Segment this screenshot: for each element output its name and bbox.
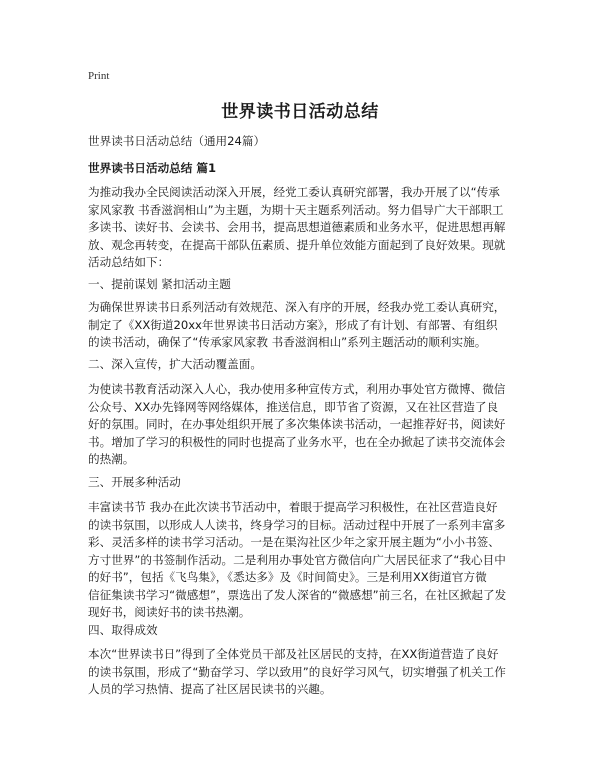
intro-paragraph [88, 184, 520, 272]
paragraph-publicity [88, 381, 520, 469]
paragraph-line: 的热潮。 [88, 452, 135, 466]
document-title: 世界读书日活动总结 [221, 102, 379, 122]
paragraph-line: 好的氛围。同时，在办事处组织开展了多次集体读书活动，一起推荐好书，阅读好 [88, 417, 506, 431]
paragraph-line: 的读书氛围，以形成人人读书，终身学习的目标。活动过程中开展了一系列丰富多 [88, 517, 506, 532]
paragraph-line: 公众号、XX办先锋网等网络媒体，推送信息，即节省了资源，又在社区营造了良 [88, 399, 499, 414]
paragraph-line: 现好书，阅读好书的读书热潮。 [88, 605, 251, 619]
paragraph-line: 丰富读书节 我办在此次读书节活动中，着眼于提高学习积极性，在社区营造良好 [88, 500, 498, 514]
paragraph-line: 家风家教 书香滋润相山”为主题，为期十天主题系列活动。努力倡导广大干部职工 [88, 202, 504, 217]
paragraph-line: 为确保世界读书日系列活动有效规范、深入有序的开展，经我办党工委认真研究， [88, 300, 506, 314]
heading-publicity: 二、深入宣传，扩大活动覆盖面。 [88, 357, 262, 371]
paragraph-line: 为使读书教育活动深入人心，我办使用多种宣传方式，利用办事处官方微博、微信 [88, 382, 506, 396]
paragraph-line: 制定了《XX街道20xx年世界读书日活动方案》，形成了有计划、有部署、有组织 [88, 317, 498, 332]
paragraph-activities [88, 499, 520, 622]
paragraph-line: 彩、灵活多样的读书学习活动。一是在渠沟社区少年之家开展主题为“小小书签、 [88, 535, 500, 549]
paragraph-line: 人员的学习热情、提高了社区居民读书的兴趣。 [88, 682, 332, 696]
paragraph-line: 信征集读书学习“微感想”，票选出了发人深省的“微感想”前三名，在社区掀起了发 [88, 587, 507, 602]
paragraph-line: 本次“世界读书日”得到了全体党员干部及社区居民的支持，在XX街道营造了良好 [88, 647, 499, 661]
paragraph-line: 活动总结如下： [88, 255, 170, 269]
heading-activities: 三、开展多种活动 [88, 475, 181, 489]
paragraph-line: 的好书”，包括《飞鸟集》，《悉达多》及《时间简史》。三是利用XX街道官方微 [88, 570, 487, 584]
paragraph-line: 的读书活动，确保了“传承家风家教 书香滋润相山”系列主题活动的顺利实施。 [88, 335, 487, 349]
paragraph-planning [88, 299, 520, 352]
paragraph-line: 书。增加了学习的积极性的同时也提高了业务水平，也在全办掀起了读书交流体会 [88, 434, 506, 449]
paragraph-line: 的读书氛围，形成了“勤奋学习、学以致用”的良好学习风气，切实增强了机关工作 [88, 664, 506, 679]
paragraph-line: 多读书、读好书、会读书、会用书，提高思想道德素质和业务水平，促进思想再解 [88, 220, 506, 234]
paragraph-results [88, 646, 520, 699]
print-link[interactable]: Print [88, 70, 110, 82]
paragraph-line: 为推动我办全民阅读活动深入开展，经党工委认真研究部署，我办开展了以“传承 [88, 185, 500, 199]
paragraph-line: 放、观念再转变，在提高干部队伍素质、提升单位效能方面起到了良好效果。现就 [88, 237, 506, 252]
document-subtitle: 世界读书日活动总结（通用24篇） [88, 134, 266, 148]
heading-planning: 一、提前谋划 紧扣活动主题 [88, 277, 231, 291]
section-title: 世界读书日活动总结 篇1 [88, 161, 217, 175]
heading-results: 四、取得成效 [88, 623, 158, 637]
paragraph-line: 方寸世界”的书签制作活动。二是利用办事处官方微信向广大居民征求了“我心目中 [88, 552, 506, 567]
